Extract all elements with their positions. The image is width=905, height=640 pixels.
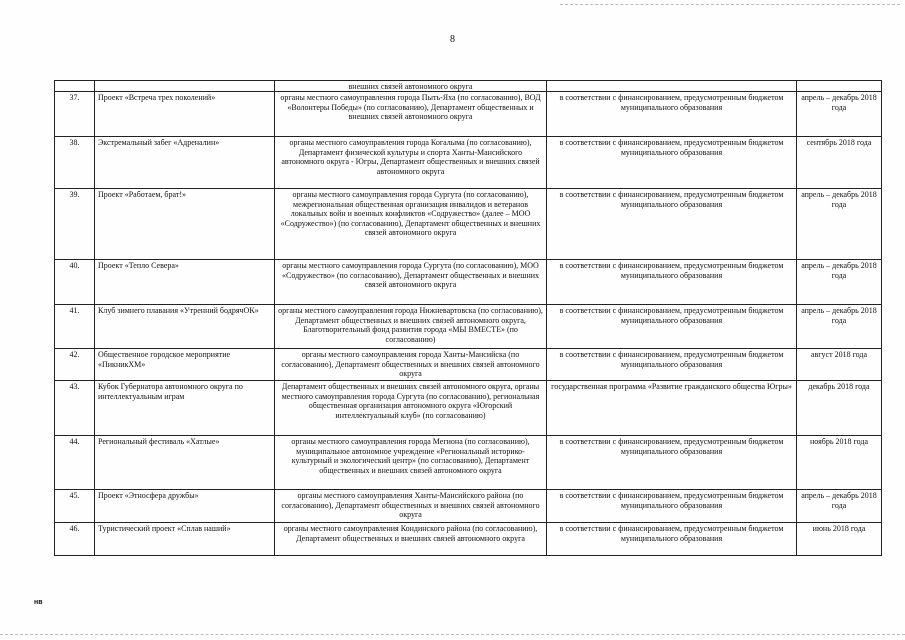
cell-term: декабрь 2018 года [797,381,882,436]
cell-responsible: органы местного самоуправления города Пыть-Яха (по согласованию), ВОД «Волонтеры Победы» (по согласованию), Департамент общественных и внешних связей автономного округа [275,92,547,137]
cell-term: апрель – декабрь 2018 года [797,92,882,137]
cell-number: 40. [55,260,95,305]
scan-edge-line-bottom [0,634,905,635]
cell-responsible: органы местного самоуправления Ханты-Мансийского района (по согласованию), Департамент общественных и внешних связей автономного округа [275,490,547,523]
cell-event-name [95,81,275,92]
cell-event-name: Клуб зимнего плавания «Утренний бодрячОК» [95,305,275,349]
cell-responsible: органы местного самоуправления города Ханты-Мансийска (по согласованию), Департамент общественных и внешних связей автономного округа [275,349,547,381]
cell-event-name: Туристический проект «Сплав наший» [95,523,275,556]
event-plan-table [54,80,882,556]
cell-financing: в соответствии с финансированием, предусмотренным бюджетом муниципального образования [547,260,797,305]
footer-initials: нв [34,599,43,606]
cell-event-name: Общественное городское мероприятие «ПикникХМ» [95,349,275,381]
table-row [55,381,882,436]
cell-responsible: внешних связей автономного округа [275,81,547,92]
cell-financing: в соответствии с финансированием, предусмотренным бюджетом муниципального образования [547,349,797,381]
cell-financing: в соответствии с финансированием, предусмотренным бюджетом муниципального образования [547,92,797,137]
cell-term: апрель – декабрь 2018 года [797,490,882,523]
cell-event-name: Проект «Этносфера дружбы» [95,490,275,523]
cell-number: 39. [55,189,95,260]
table-row [55,436,882,490]
cell-event-name: Проект «Работаем, брат!» [95,189,275,260]
cell-financing: в соответствии с финансированием, предусмотренным бюджетом муниципального образования [547,189,797,260]
cell-financing: в соответствии с финансированием, предусмотренным бюджетом муниципального образования [547,523,797,556]
table-row [55,92,882,137]
cell-term [797,81,882,92]
cell-financing: в соответствии с финансированием, предусмотренным бюджетом муниципального образования [547,490,797,523]
table-row [55,349,882,381]
table-row [55,137,882,189]
page-number: 8 [450,34,455,45]
cell-responsible: органы местного самоуправления Кондинского района (по согласованию), Департамент общественных и внешних связей автономного округа [275,523,547,556]
cell-term: апрель – декабрь 2018 года [797,189,882,260]
cell-financing: в соответствии с финансированием, предусмотренным бюджетом муниципального образования [547,137,797,189]
table-row [55,305,882,349]
cell-term: ноябрь 2018 года [797,436,882,490]
scan-edge-line-top [560,4,900,5]
table-row [55,260,882,305]
table-row [55,523,882,556]
cell-financing: государственная программа «Развитие гражданского общества Югры» [547,381,797,436]
cell-responsible: органы местного самоуправления города Когалыма (по согласованию), Департамент физической культуры и спорта Ханты-Мансийского автономного округа - Югры, Департамент общественных и внешних связей автономного округа [275,137,547,189]
cell-term: апрель – декабрь 2018 года [797,260,882,305]
cell-financing [547,81,797,92]
cell-term: сентябрь 2018 года [797,137,882,189]
cell-responsible: органы местного самоуправления города Сургута (по согласованию), межрегиональная общественная организация инвалидов и ветеранов локальных войн и военных конфликтов «Содружество» (далее – МОО «Содружество») (по согласованию), Департамент общественных и внешних связей автономного округа [275,189,547,260]
cell-responsible: органы местного самоуправления города Сургута (по согласованию), МОО «Содружество» (по согласованию), Департамент общественных и внешних связей автономного округа [275,260,547,305]
cell-number: 37. [55,92,95,137]
cell-event-name: Проект «Встреча трех поколений» [95,92,275,137]
cell-number: 41. [55,305,95,349]
table-row [55,490,882,523]
cell-number: 45. [55,490,95,523]
cell-financing: в соответствии с финансированием, предусмотренным бюджетом муниципального образования [547,436,797,490]
table-row-continuation [55,81,882,92]
cell-number [55,81,95,92]
cell-responsible: органы местного самоуправления города Мегиона (по согласованию), муниципальное автономное учреждение «Региональный историко-культурный и экологический центр» (по согласованию), Департамент общественных и внешних связей автономного округа [275,436,547,490]
cell-number: 44. [55,436,95,490]
cell-term: апрель – декабрь 2018 года [797,305,882,349]
cell-responsible: органы местного самоуправления города Нижневартовска (по согласованию), Департамент общественных и внешних связей автономного округа, Благотворительный фонд развития города «МЫ ВМЕСТЕ» (по согласованию) [275,305,547,349]
cell-event-name: Экстремальный забег «Адреналин» [95,137,275,189]
cell-financing: в соответствии с финансированием, предусмотренным бюджетом муниципального образования [547,305,797,349]
cell-responsible: Департамент общественных и внешних связей автономного округа, органы местного самоуправления города Сургута (по согласованию), региональная общественная организация автономного округа «Югорский интеллектуальный клуб» (по согласованию) [275,381,547,436]
cell-term: август 2018 года [797,349,882,381]
cell-number: 42. [55,349,95,381]
cell-number: 43. [55,381,95,436]
cell-number: 46. [55,523,95,556]
cell-event-name: Региональный фестиваль «Хатлые» [95,436,275,490]
cell-event-name: Кубок Губернатора автономного округа по интеллектуальным играм [95,381,275,436]
table-row [55,189,882,260]
cell-number: 38. [55,137,95,189]
cell-term: июнь 2018 года [797,523,882,556]
cell-event-name: Проект «Тепло Севера» [95,260,275,305]
